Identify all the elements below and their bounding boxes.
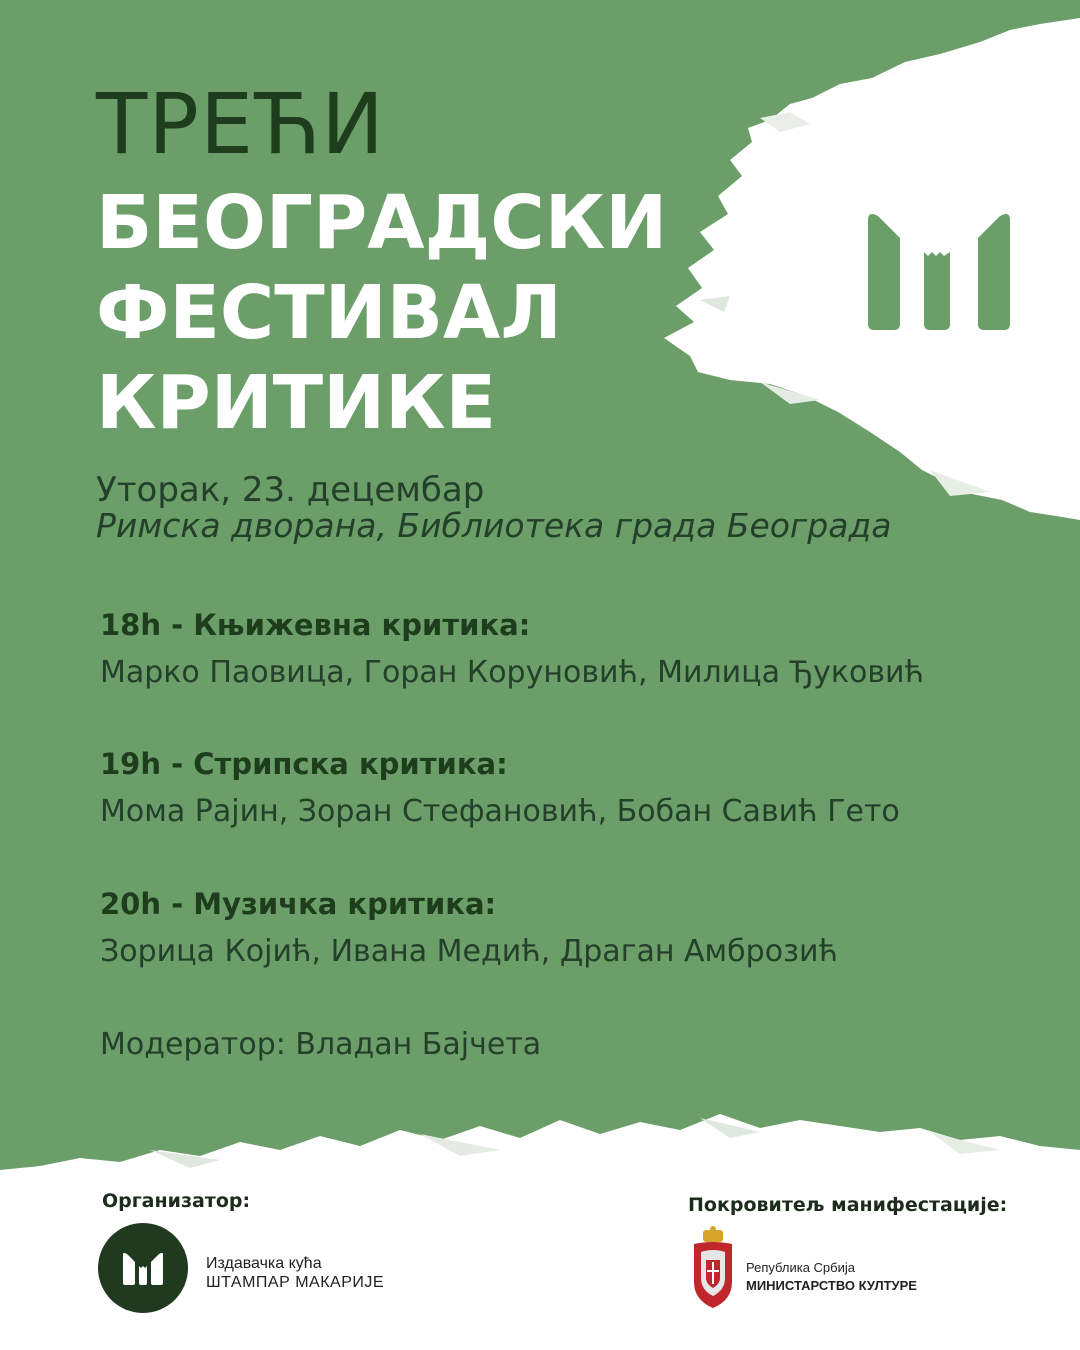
patron-label: Покровитељ манифестације: <box>688 1194 1008 1216</box>
patron-name-line-1: Република Србија <box>746 1260 855 1275</box>
session-1-heading: 18h - Књижевна критика: <box>100 608 531 642</box>
title-line-3: ФЕСТИВАЛ <box>96 270 562 356</box>
title-line-1: ТРЕЋИ <box>96 75 385 173</box>
title-line-4: КРИТИКЕ <box>96 360 497 446</box>
patron-name-line-2: МИНИСТАРСТВО КУЛТУРЕ <box>746 1278 917 1293</box>
title-line-2: БЕОГРАДСКИ <box>96 180 668 266</box>
session-2-heading: 19h - Стрипска критика: <box>100 747 508 781</box>
moderator: Модератор: Владан Бајчета <box>100 1027 542 1062</box>
organizer-label: Организатор: <box>102 1190 251 1212</box>
serbia-coat-of-arms-icon <box>690 1226 736 1310</box>
organizer-logo <box>98 1223 188 1313</box>
publisher-logo-icon <box>866 212 1012 332</box>
event-date: Уторак, 23. децембар <box>96 470 485 510</box>
publisher-logo-small-icon <box>98 1223 188 1313</box>
session-3-participants: Зорица Којић, Ивана Медић, Драган Амброзић <box>100 934 839 969</box>
event-venue: Римска дворана, Библиотека града Београда <box>96 506 892 545</box>
organizer-name-line-1: Издавачка кућа <box>206 1255 322 1272</box>
session-3-heading: 20h - Музичка критика: <box>100 887 497 921</box>
session-1-participants: Марко Паовица, Горан Коруновић, Милица Ђуковић <box>100 655 925 690</box>
session-2-participants: Мома Рајин, Зоран Стефановић, Бобан Савић Гето <box>100 794 900 829</box>
organizer-name-line-2: ШТАМПАР МАКАРИЈЕ <box>206 1274 385 1291</box>
